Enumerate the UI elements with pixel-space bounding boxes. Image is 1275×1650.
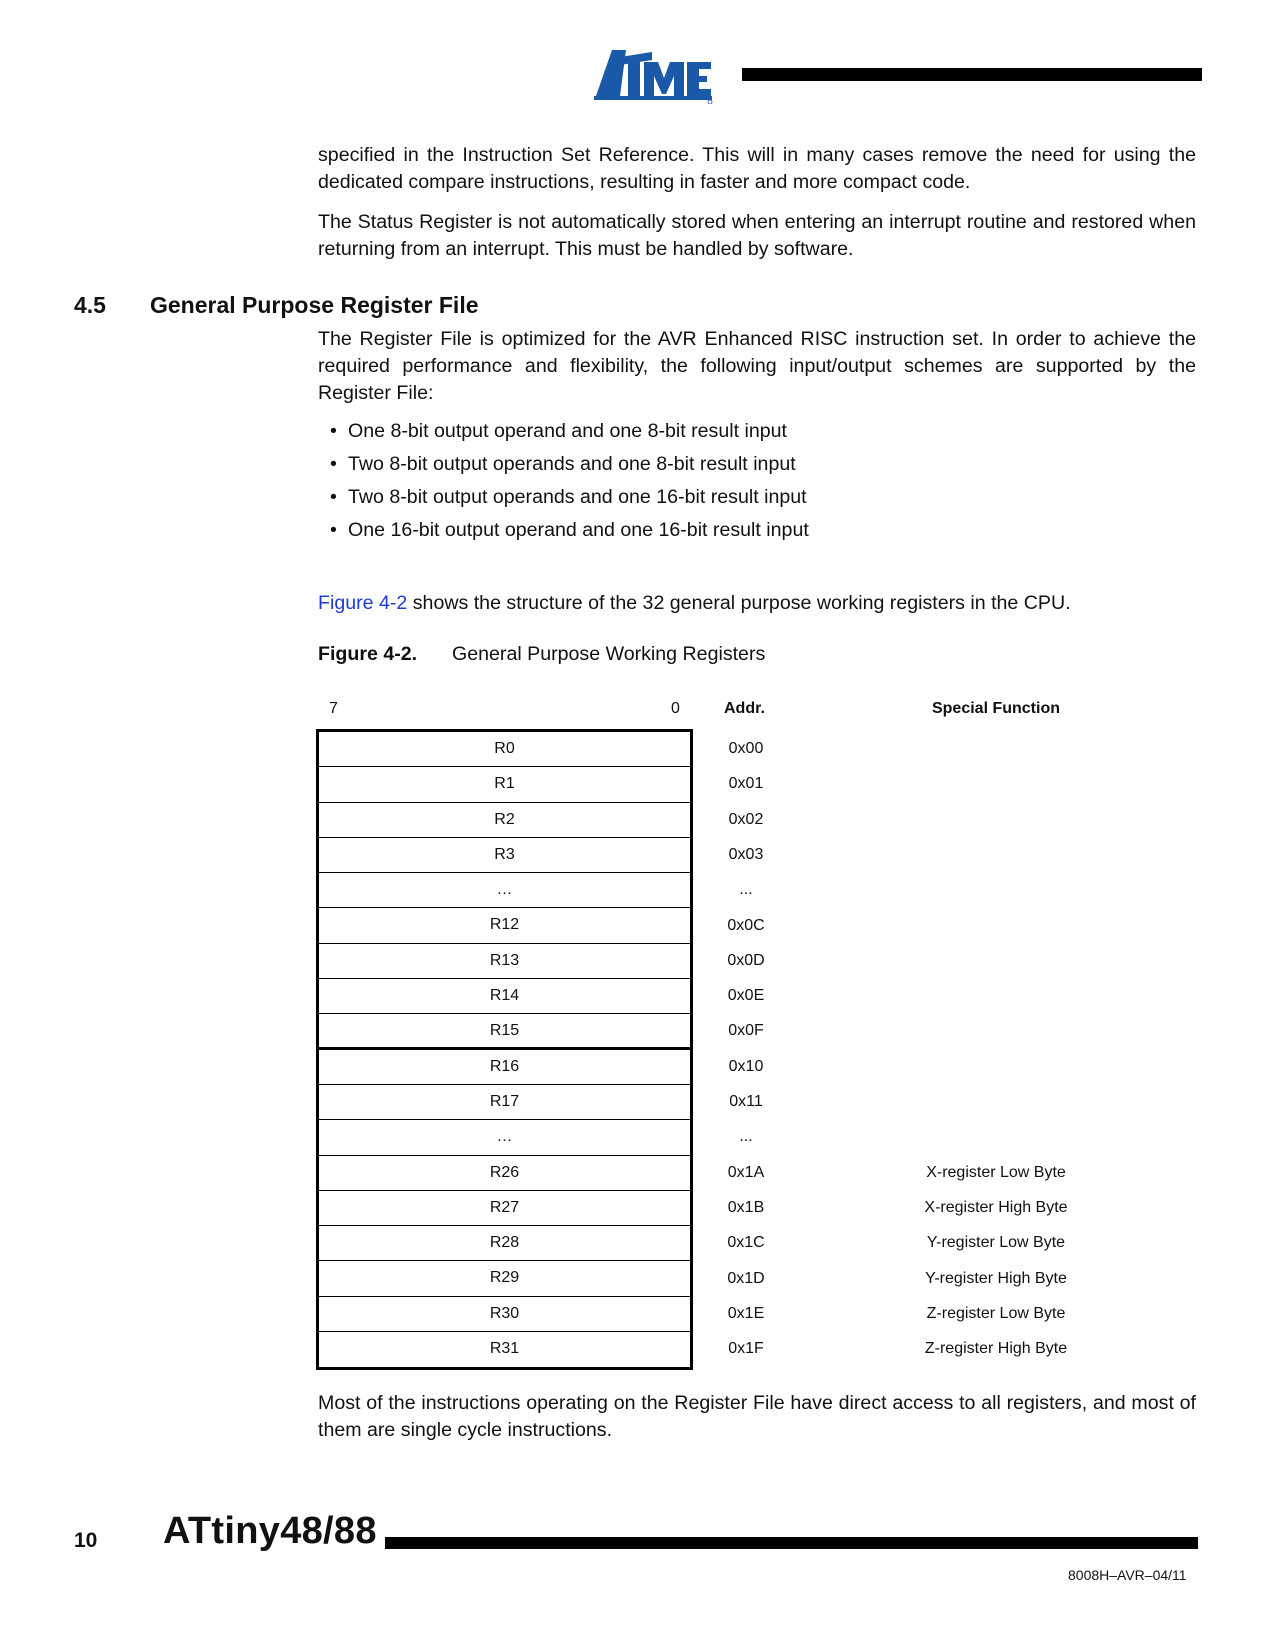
special-function: Z-register Low Byte: [926, 1304, 1066, 1322]
register-cell: R12: [319, 908, 690, 943]
footer-rule: [385, 1537, 1198, 1549]
special-function-header: Special Function: [931, 700, 1060, 717]
register-cell: R26: [319, 1156, 690, 1191]
list-item: • One 16-bit output operand and one 16-bit result input: [330, 519, 809, 541]
paragraph: Figure 4-2 shows the structure of the 32 general purpose working registers in the CPU.: [318, 592, 1071, 614]
register-address: 0x0C: [727, 916, 765, 934]
register-cell: R31: [489, 1340, 520, 1358]
section-number: 4.5: [74, 292, 106, 318]
paragraph: specified in the Instruction Set Reference. This will in many cases remove the need for using the dedicated compare instructions, resulting in faster and more compact code.: [318, 144, 1196, 193]
register-address: 0x0D: [727, 951, 765, 969]
header-rule: [742, 68, 1202, 81]
section-title: General Purpose Register File: [150, 292, 479, 318]
register-cell: R15: [319, 1014, 690, 1049]
register-cell: R28: [319, 1226, 690, 1261]
register-cell: …: [319, 1120, 690, 1155]
addr-header: Addr.: [724, 700, 765, 717]
register-address: 0x00: [728, 740, 764, 757]
register-address: 0x02: [728, 810, 764, 828]
register-cell: R29: [319, 1261, 690, 1296]
register-address: 0x01: [728, 775, 764, 793]
list-item: • Two 8-bit output operands and one 8-bit result input: [330, 453, 796, 475]
atmel-logo: [592, 44, 716, 104]
register-table: [316, 729, 693, 1370]
register-cell: R3: [319, 838, 690, 873]
bit-high-label: 7: [329, 700, 338, 717]
paragraph: The Status Register is not automatically stored when entering an interrupt routine and restored when returning from an interrupt. This must be handled by software.: [318, 211, 1196, 260]
register-address: 0x1D: [727, 1269, 765, 1287]
register-address: ...: [739, 881, 753, 899]
figure-link[interactable]: Figure 4-2: [318, 592, 408, 614]
list-item: • Two 8-bit output operands and one 16-bit result input: [330, 486, 807, 508]
register-address: 0x03: [728, 845, 764, 863]
list-item: • One 8-bit output operand and one 8-bit result input: [330, 420, 787, 442]
page-number: 10: [74, 1529, 98, 1552]
register-address: 0x10: [728, 1057, 764, 1075]
register-address: 0x11: [729, 1093, 763, 1110]
register-address: ...: [739, 1128, 753, 1146]
special-function: Z-register High Byte: [924, 1340, 1068, 1358]
register-address: 0x1C: [727, 1234, 765, 1252]
register-cell: R14: [319, 979, 690, 1014]
register-cell: R17: [319, 1085, 690, 1120]
figure-title: General Purpose Working Registers: [452, 643, 766, 665]
register-cell: R27: [319, 1191, 690, 1226]
register-address: 0x1F: [728, 1340, 764, 1358]
register-cell: R13: [319, 944, 690, 979]
register-address: 0x0F: [728, 1022, 764, 1040]
register-address: 0x1E: [727, 1304, 765, 1322]
bullet-list: [330, 418, 809, 550]
figure-label: Figure 4-2.: [318, 643, 418, 665]
register-address: 0x1B: [727, 1198, 765, 1216]
register-cell: R16: [319, 1050, 690, 1085]
paragraph: Most of the instructions operating on the Register File have direct access to all registers, and most of them are single cycle instructions.: [318, 1392, 1196, 1441]
register-cell: …: [319, 873, 690, 908]
figure-caption: [318, 643, 765, 666]
special-function: Y-register High Byte: [925, 1269, 1067, 1287]
register-address: 0x1A: [727, 1163, 765, 1181]
document-code: 8008H–AVR–04/11: [1068, 1567, 1187, 1583]
register-cell: R1: [319, 767, 690, 802]
special-function: X-register High Byte: [924, 1198, 1068, 1216]
bit-low-label: 0: [671, 700, 680, 717]
register-cell: R2: [319, 803, 690, 838]
document-title: ATtiny48/88: [163, 1510, 377, 1552]
special-function: Y-register Low Byte: [926, 1234, 1066, 1252]
paragraph: The Register File is optimized for the AVR Enhanced RISC instruction set. In order to achieve the required performance and flexibility, the following input/output schemes are supported by the Register File:: [318, 328, 1196, 404]
register-address: 0x0E: [727, 987, 765, 1005]
special-function: X-register Low Byte: [926, 1163, 1066, 1181]
register-cell: R0: [319, 732, 690, 767]
register-cell: R30: [319, 1297, 690, 1332]
